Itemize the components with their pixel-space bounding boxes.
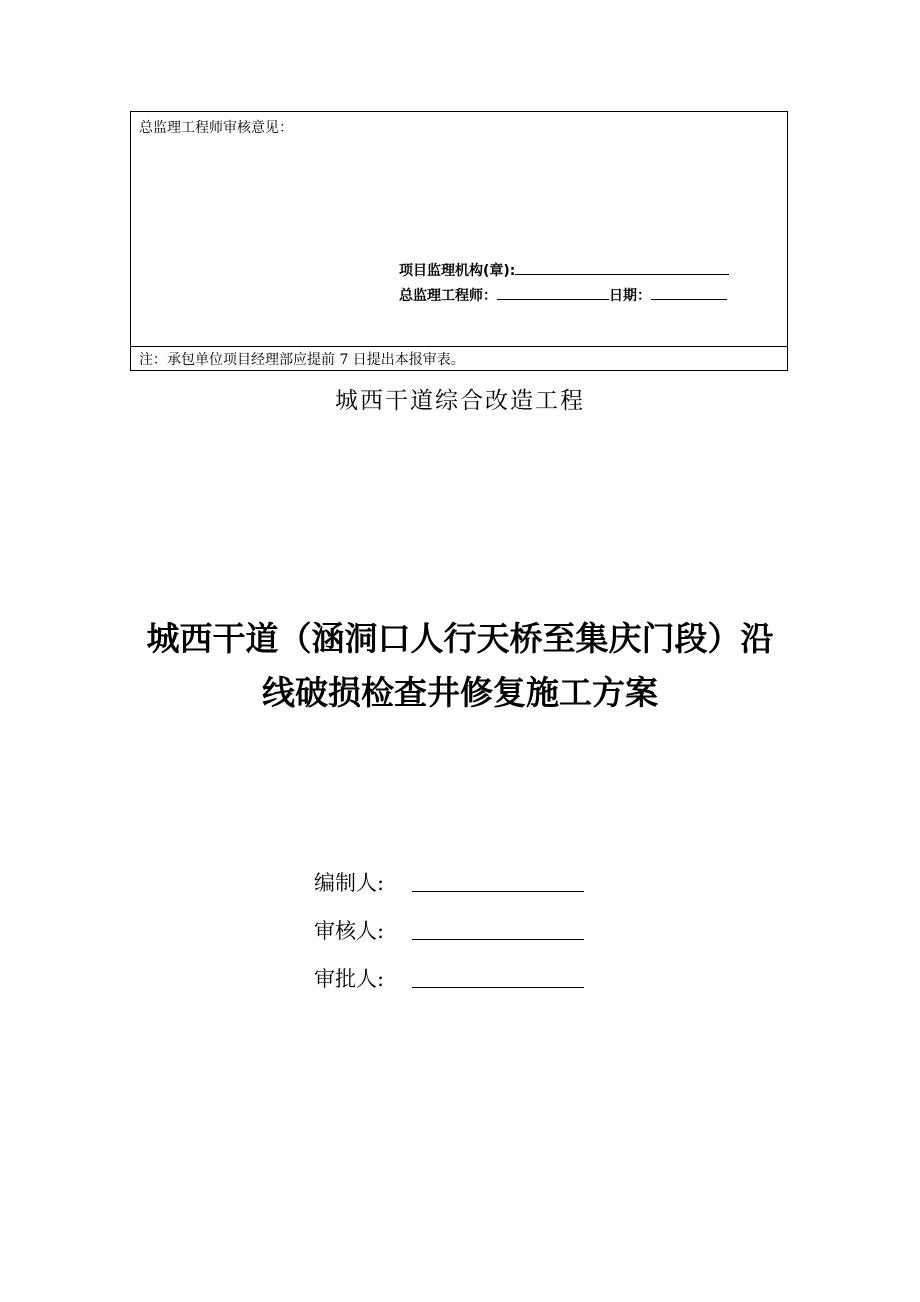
agency-blank-line — [515, 260, 729, 275]
document-title-line-1: 城西干道（涵洞口人行天桥至集庆门段）沿 — [146, 619, 774, 658]
date-blank-line — [651, 285, 727, 300]
document-title — [120, 612, 800, 720]
review-form-table — [130, 111, 788, 371]
compiler-field — [314, 867, 384, 897]
engineer-label: 总监理工程师： — [399, 288, 497, 304]
engineer-blank-line — [497, 285, 609, 300]
project-name: 城西干道综合改造工程 — [335, 388, 585, 414]
opinion-label: 总监理工程师审核意见： — [139, 120, 293, 136]
opinion-cell — [131, 112, 787, 347]
approver-field — [314, 963, 384, 993]
approver-label: 审批人: — [314, 967, 385, 991]
engineer-signature-row — [399, 285, 727, 305]
date-label: 日期： — [609, 288, 651, 304]
agency-label: 项目监理机构(章): — [399, 263, 516, 279]
compiler-blank-line — [412, 891, 584, 892]
document-title-line-2: 线破损检查井修复施工方案 — [262, 673, 658, 712]
reviewer-field — [314, 915, 384, 945]
compiler-label: 编制人: — [314, 871, 385, 895]
reviewer-blank-line — [412, 939, 584, 940]
agency-signature-row — [399, 260, 729, 280]
reviewer-label: 审核人: — [314, 919, 385, 943]
approver-blank-line — [412, 987, 584, 988]
form-note: 注：承包单位项目经理部应提前 7 日提出本报审表。 — [139, 352, 465, 368]
